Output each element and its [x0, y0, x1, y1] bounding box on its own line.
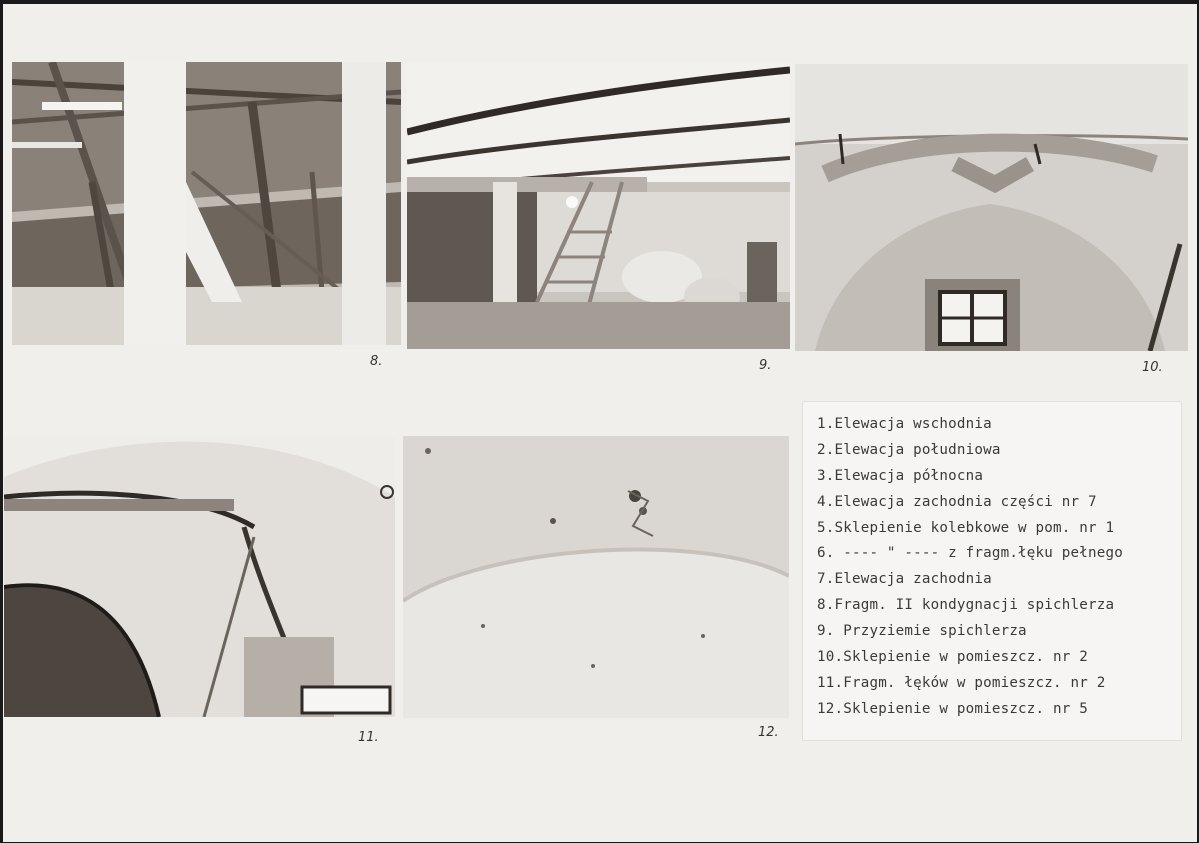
caption-item: 8.Fragm. II kondygnacji spichlerza [817, 597, 1115, 614]
photo-8-number: 8. [370, 354, 383, 369]
caption-item: 7.Elewacja zachodnia [817, 571, 992, 588]
caption-item: 1.Elewacja wschodnia [817, 416, 992, 432]
caption-item: 10.Sklepienie w pomieszcz. nr 2 [817, 649, 1088, 666]
photo-10-number: 10. [1142, 360, 1163, 375]
caption-item: 6. ---- " ---- z fragm.łęku pełnego [817, 545, 1123, 562]
caption-legend [802, 401, 1182, 741]
photo-10-vault-with-window [795, 64, 1188, 351]
caption-item: 11.Fragm. łęków w pomieszcz. nr 2 [817, 674, 1106, 691]
caption-item: 4.Elewacja zachodnia części nr 7 [817, 493, 1097, 510]
caption-item: 5.Sklepienie kolebkowe w pom. nr 1 [817, 519, 1115, 536]
photo-11-arch-fragments [4, 437, 395, 717]
photo-12-vault-room-5 [403, 436, 789, 718]
photo-12-number: 12. [758, 725, 779, 740]
caption-item: 12.Sklepienie w pomieszcz. nr 5 [817, 700, 1088, 717]
photo-9-granary-ground-floor [407, 62, 790, 349]
photo-11-number: 11. [358, 730, 379, 745]
photo-9-number: 9. [759, 358, 772, 373]
caption-item: 3.Elewacja północna [817, 467, 984, 484]
caption-item: 9. Przyziemie spichlerza [817, 623, 1027, 640]
caption-item: 2.Elewacja południowa [817, 441, 1001, 458]
photo-8-attic-timbers [12, 62, 401, 345]
caption-list [817, 412, 1123, 723]
